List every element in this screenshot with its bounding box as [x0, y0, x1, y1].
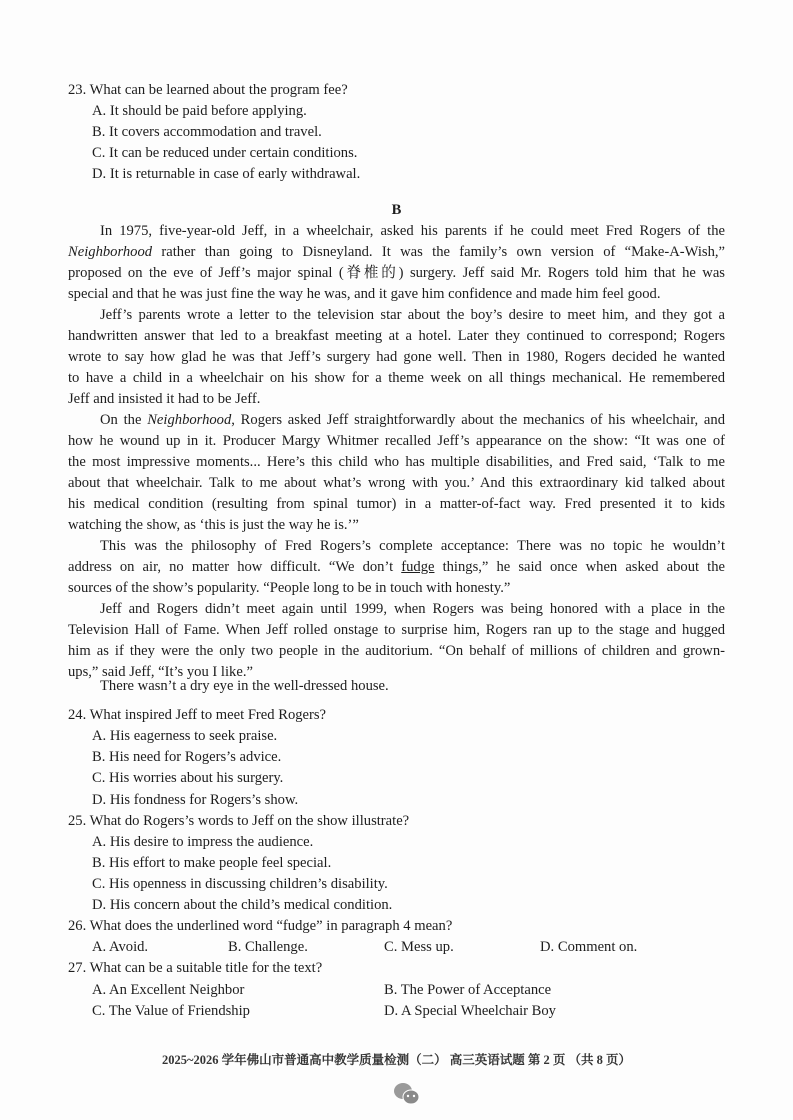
q27-option-c: C. The Value of Friendship: [92, 1003, 250, 1019]
q25-option-a: A. His desire to impress the audience.: [92, 834, 314, 850]
passage-line: watching the show, as ‘this is just the way he is.’”: [68, 517, 359, 533]
passage-line: In 1975, five-year-old Jeff, in a wheelchair, asked his parents if he could meet Fred Rogers of the: [100, 223, 725, 239]
text: , Rogers asked Jeff straightforwardly about the mechanics of his wheelchair, and: [231, 412, 725, 428]
passage-line: [68, 242, 725, 263]
passage-line: wrote to say how glad he was that Jeff’s surgery had gone well. Then in 1980, Rogers decided he wanted: [68, 349, 725, 365]
q24-option-a: A. His eagerness to seek praise.: [92, 728, 278, 744]
underlined-word: fudge: [401, 559, 435, 575]
text: On the: [100, 412, 148, 428]
q24-option-b: B. His need for Rogers’s advice.: [92, 749, 282, 765]
q23-stem: 23. What can be learned about the program fee?: [68, 82, 348, 98]
q23-option-c: C. It can be reduced under certain conditions.: [92, 145, 358, 161]
q24-option-c: C. His worries about his surgery.: [92, 770, 284, 786]
passage-line: the most impressive moments... Here’s this child who has multiple disabilities, and Fred said, ‘Talk to me: [68, 454, 725, 470]
q27-option-d: D. A Special Wheelchair Boy: [384, 1003, 556, 1019]
q27-option-a: A. An Excellent Neighbor: [92, 982, 245, 998]
passage-line: handwritten answer that led to a breakfast meeting at a hotel. Later they continued to correspond; Rogers: [68, 328, 725, 344]
q24-option-d: D. His fondness for Rogers’s show.: [92, 792, 299, 808]
q26-option-b: B. Challenge.: [228, 939, 308, 955]
q23-option-a: A. It should be paid before applying.: [92, 103, 307, 119]
passage-line: Television Hall of Fame. When Jeff rolled onstage to surprise him, Rogers ran up to the stage and hugged: [68, 622, 725, 638]
passage-line: him as if they were the only two people in the auditorium. “On behalf of millions of children and grown-: [68, 643, 725, 659]
passage-line: ups,” said Jeff, “It’s you I like.”: [68, 664, 253, 680]
section-heading: B: [391, 202, 402, 218]
passage-line: to have a child in a wheelchair on his show for a theme week on all things mechanical. He remembered: [68, 370, 725, 386]
text: things,” he said once when asked about the: [434, 559, 725, 575]
q27-stem: 27. What can be a suitable title for the text?: [68, 960, 323, 976]
text: rather than going to Disneyland. It was the family’s own version of “Make-A-Wish,”: [152, 244, 725, 260]
page-footer: 2025~2026 学年佛山市普通高中教学质量检测（二） 高三英语试题 第 2 页 （共 8 页）: [161, 1053, 631, 1067]
q26-option-d: D. Comment on.: [540, 939, 638, 955]
passage-line: [68, 557, 725, 578]
show-title: Neighborhood: [68, 244, 153, 260]
q24-stem: 24. What inspired Jeff to meet Fred Rogers?: [68, 707, 327, 723]
text: address on air, no matter how difficult. “We don’t: [68, 559, 402, 575]
q26-stem: 26. What does the underlined word “fudge” in paragraph 4 mean?: [68, 918, 453, 934]
q25-stem: 25. What do Rogers’s words to Jeff on the show illustrate?: [68, 813, 410, 829]
passage-line: Jeff and insisted it had to be Jeff.: [68, 391, 261, 407]
q25-option-b: B. His effort to make people feel special.: [92, 855, 332, 871]
passage-line: about that wheelchair. Talk to me about what’s wrong with you.’ And this extraordinary kid talked about: [68, 475, 725, 491]
passage-line: Jeff’s parents wrote a letter to the television star about the boy’s desire to meet him, and they got a: [100, 307, 725, 323]
q23-option-b: B. It covers accommodation and travel.: [92, 124, 322, 140]
passage-line: This was the philosophy of Fred Rogers’s complete acceptance: There was no topic he wouldn’t: [100, 538, 725, 554]
q25-option-d: D. His concern about the child’s medical condition.: [92, 897, 393, 913]
passage-line: Jeff and Rogers didn’t meet again until 1999, when Rogers was being honored with a place in the: [100, 601, 725, 617]
show-title: Neighborhood: [147, 412, 232, 428]
q25-option-c: C. His openness in discussing children’s disability.: [92, 876, 388, 892]
passage-line: special and that he was just fine the way he was, and it gave him confidence and made him feel good.: [68, 286, 661, 302]
passage-line: sources of the show’s popularity. “People long to be in touch with honesty.”: [68, 580, 511, 596]
q23-option-d: D. It is returnable in case of early withdrawal.: [92, 166, 361, 182]
passage-line: There wasn’t a dry eye in the well-dressed house.: [100, 678, 389, 694]
passage-line: how he wound up in it. Producer Margy Whitmer recalled Jeff’s appearance on the show: “It was one of: [68, 433, 725, 449]
wechat-watermark-icon: [392, 1080, 432, 1110]
q27-option-b: B. The Power of Acceptance: [384, 982, 552, 998]
passage-line: his medical condition (resulting from spinal tumor) in a matter-of-fact way. Fred presented it to kids: [68, 496, 725, 512]
passage-line: proposed on the eve of Jeff’s major spinal (脊椎的) surgery. Jeff said Mr. Rogers told him that he was: [68, 265, 725, 281]
q26-option-c: C. Mess up.: [384, 939, 454, 955]
passage-line: [100, 410, 725, 431]
q26-option-a: A. Avoid.: [92, 939, 149, 955]
